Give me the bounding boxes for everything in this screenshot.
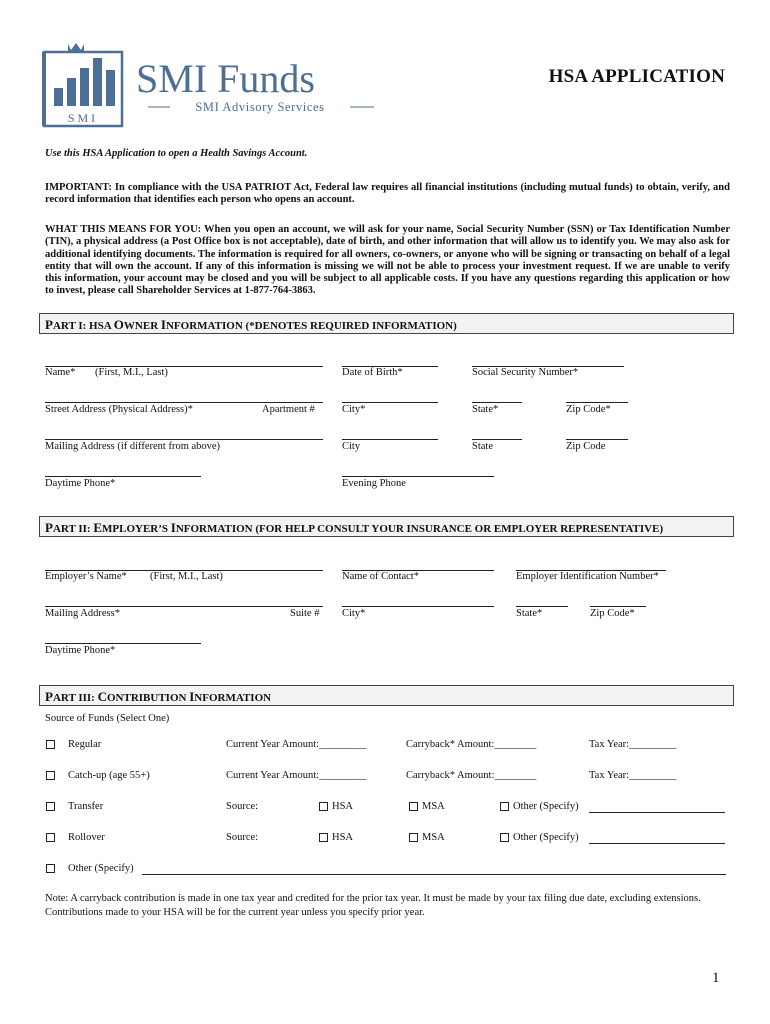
part1-heading: PART I: HSA OWNER INFORMATION (*DENOTES REQUIRED INFORMATION) [39,313,734,334]
source-of-funds-label: Source of Funds (Select One) [45,713,170,724]
rollover-source-label: Source: [226,832,259,843]
zip-label: Zip Code* [566,404,611,415]
mailing-label: Mailing Address (if different from above) [45,441,221,452]
transfer-other-field[interactable] [589,812,725,813]
zip-field[interactable] [566,402,628,403]
logo-bar [54,88,63,106]
other-checkbox[interactable] [46,864,55,873]
mailing-state-field[interactable] [472,439,522,440]
crown-icon [68,43,84,53]
transfer-other-checkbox[interactable] [500,802,509,811]
transfer-label: Transfer [68,801,104,812]
transfer-other-label: Other (Specify) [513,801,579,812]
city-label: City* [342,404,366,415]
logo-bar [93,58,102,106]
evening-phone-field[interactable] [342,476,494,477]
carryback-note: Note: A carryback contribution is made in one tax year and credited for the prior tax year. It must be made by your tax filing due date, excluding extensions. Contributions made to your HSA will be for the current year unless you specify prior year. [45,893,701,918]
employer-name-label: Employer’s Name* [45,571,127,582]
name-hint: (First, M.I., Last) [95,367,168,378]
mailing-city-label: City [342,441,361,452]
daytime-phone-label: Daytime Phone* [45,478,116,489]
catchup-label: Catch-up (age 55+) [68,770,150,781]
state-label: State* [472,404,499,415]
rollover-hsa-label: HSA [332,832,354,843]
suite-label: Suite # [290,608,320,619]
employer-state-field[interactable] [516,606,568,607]
logo-bar [67,78,76,106]
employer-mailing-field[interactable] [45,606,323,607]
catchup-current-amount[interactable]: Current Year Amount:_________ [226,770,367,781]
patriot-act-notice: IMPORTANT: In compliance with the USA PATRIOT Act, Federal law requires all financial institutions (including mutual funds) to obtain, verify, and record information that identifies each person who opens an account. [45,182,730,206]
rollover-msa-label: MSA [422,832,445,843]
mailing-field[interactable] [45,439,323,440]
mailing-city-field[interactable] [342,439,438,440]
catchup-tax-year[interactable]: Tax Year:_________ [589,770,677,781]
employer-city-label: City* [342,608,366,619]
transfer-source-label: Source: [226,801,259,812]
transfer-msa-checkbox[interactable] [409,802,418,811]
mailing-zip-label: Zip Code [566,441,606,452]
dob-label: Date of Birth* [342,367,403,378]
rollover-other-field[interactable] [589,843,725,844]
regular-checkbox[interactable] [46,740,55,749]
mailing-zip-field[interactable] [566,439,628,440]
contact-name-label: Name of Contact* [342,571,419,582]
other-label: Other (Specify) [68,863,134,874]
other-specify-field[interactable] [142,874,726,875]
mailing-state-label: State [472,441,493,452]
employer-zip-field[interactable] [590,606,646,607]
what-this-means-notice: WHAT THIS MEANS FOR YOU: When you open an account, we will ask for your name, Social Security Number (SSN) or Tax Identification Number (TIN), a physical address (a Post Office box is not acceptable), date of birth, and other information that will allow us to identify you. We may also ask for additional identifying documents. The information is required for all owners, co-owners, or anyone who will be signing or transacting on behalf of a legal entity that will own the account. If any of this information is missing we will not be able to process your investment request. If we are unable to verify this information, your account may be closed and you will be subject to all applicable costs. If you have any questions regarding this application or how to invest, please call Shareholder Services at 1-877-764-3863. [45,224,730,297]
transfer-checkbox[interactable] [46,802,55,811]
part2-heading: PART II: EMPLOYER’S INFORMATION (FOR HELP CONSULT YOUR INSURANCE OR EMPLOYER REPRESENTATIVE) [39,516,734,537]
employer-mailing-label: Mailing Address* [45,608,120,619]
daytime-phone-field[interactable] [45,476,201,477]
page-title: HSA APPLICATION [548,66,725,87]
rollover-other-label: Other (Specify) [513,832,579,843]
regular-label: Regular [68,739,102,750]
name-label: Name* [45,367,76,378]
logo-main-text: SMI Funds [136,56,315,101]
ssn-label: Social Security Number* [472,367,579,378]
city-field[interactable] [342,402,438,403]
street-label: Street Address (Physical Address)* [45,404,193,415]
logo-badge-text: SMI [67,111,99,125]
page-number: 1 [712,970,720,986]
regular-tax-year[interactable]: Tax Year:_________ [589,739,677,750]
name-field[interactable] [45,366,323,367]
catchup-checkbox[interactable] [46,771,55,780]
transfer-hsa-checkbox[interactable] [319,802,328,811]
part3-heading: PART III: CONTRIBUTION INFORMATION [39,685,734,706]
employer-phone-field[interactable] [45,643,201,644]
logo-bar [106,70,115,106]
street-field[interactable] [45,402,323,403]
employer-city-field[interactable] [342,606,494,607]
ein-label: Employer Identification Number* [516,571,659,582]
rollover-checkbox[interactable] [46,833,55,842]
logo-sub-text: SMI Advisory Services [195,100,325,114]
state-field[interactable] [472,402,522,403]
transfer-hsa-label: HSA [332,801,354,812]
evening-phone-label: Evening Phone [342,478,406,489]
rollover-hsa-checkbox[interactable] [319,833,328,842]
rollover-msa-checkbox[interactable] [409,833,418,842]
employer-state-label: State* [516,608,543,619]
regular-carryback-amount[interactable]: Carryback* Amount:________ [406,739,537,750]
employer-zip-label: Zip Code* [590,608,635,619]
logo-bar [80,68,89,106]
employer-phone-label: Daytime Phone* [45,645,116,656]
rollover-other-checkbox[interactable] [500,833,509,842]
regular-current-amount[interactable]: Current Year Amount:_________ [226,739,367,750]
employer-name-hint: (First, M.I., Last) [150,571,223,582]
smi-funds-logo [40,40,385,130]
apartment-label: Apartment # [262,404,315,415]
transfer-msa-label: MSA [422,801,445,812]
catchup-carryback-amount[interactable]: Carryback* Amount:________ [406,770,537,781]
rollover-label: Rollover [68,832,105,843]
intro-subtitle: Use this HSA Application to open a Health Savings Account. [45,148,308,159]
